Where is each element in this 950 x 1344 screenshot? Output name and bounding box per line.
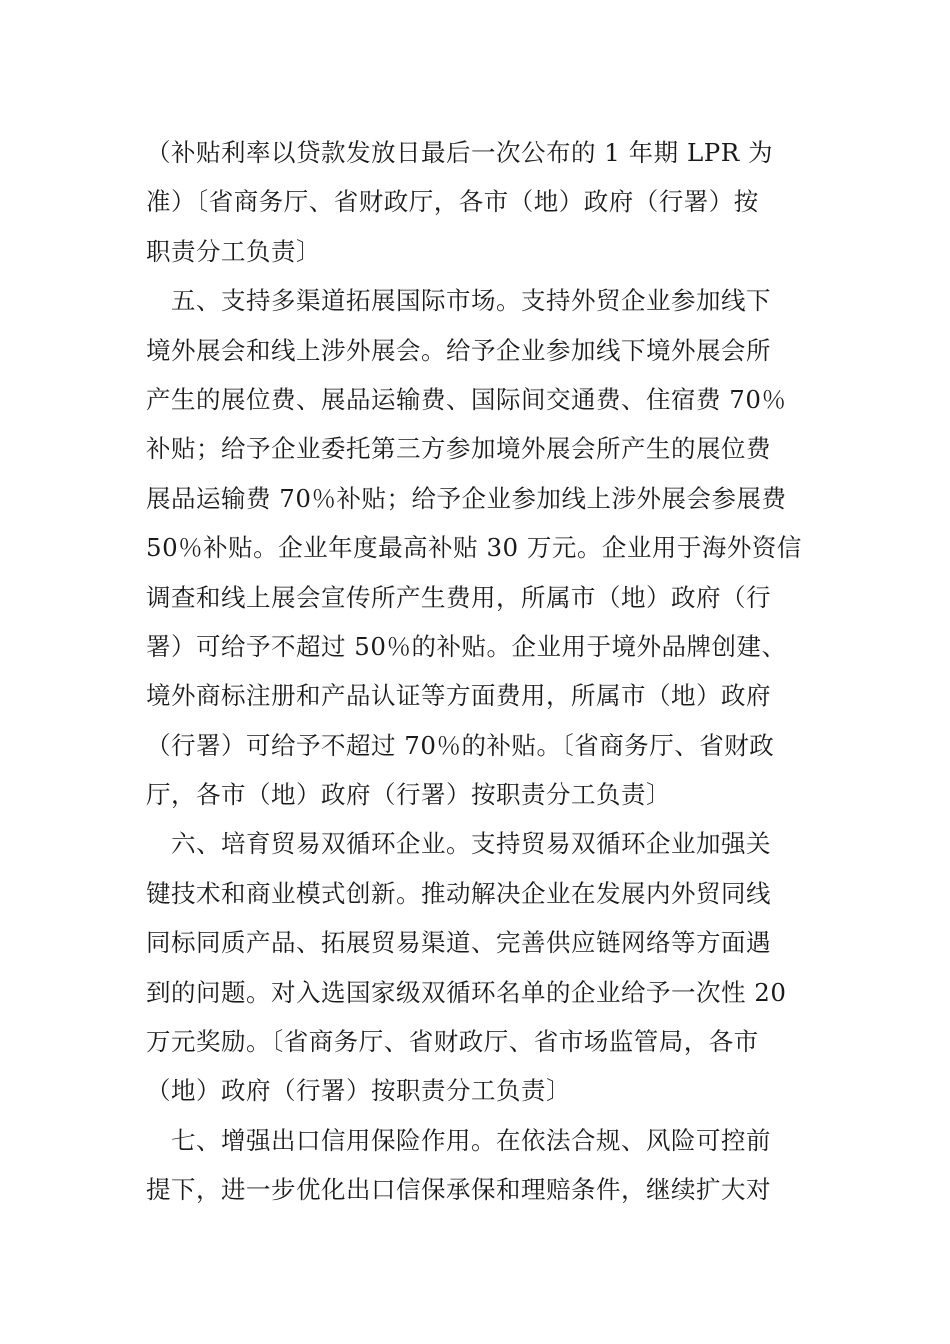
text-line: 调查和线上展会宣传所产生费用，所属市（地）政府（行 <box>146 582 771 612</box>
text-line: 提下，进一步优化出口信保承保和理赔条件，继续扩大对 <box>146 1175 771 1205</box>
text-line: 同标同质产品、拓展贸易渠道、完善供应链网络等方面遇 <box>146 928 771 958</box>
text-line: （补贴利率以贷款发放日最后一次公布的 1 年期 LPR 为 <box>146 138 773 167</box>
text-line: 境外展会和线上涉外展会。给予企业参加线下境外展会所 <box>146 335 771 365</box>
section-five-heading-line: 五、支持多渠道拓展国际市场。支持外贸企业参加线下 <box>146 286 771 316</box>
text-line: 厅，各市（地）政府（行署）按职责分工负责〕 <box>146 780 671 810</box>
text-line: 50％补贴。企业年度最高补贴 30 万元。企业用于海外资信 <box>146 533 802 563</box>
text-line: （行署）可给予不超过 70％的补贴。〔省商务厅、省财政 <box>146 730 775 760</box>
section-seven-heading-line: 七、增强出口信用保险作用。在依法合规、风险可控前 <box>146 1125 771 1155</box>
text-line: 准）〔省商务厅、省财政厅，各市（地）政府（行署）按 <box>146 187 759 217</box>
text-line: 职责分工负责〕 <box>146 236 321 266</box>
text-line: 万元奖励。〔省商务厅、省财政厅、省市场监管局，各市 <box>146 1027 759 1057</box>
text-line: （地）政府（行署）按职责分工负责〕 <box>146 1076 571 1106</box>
body-text <box>146 128 818 1215</box>
text-line: 产生的展位费、展品运输费、国际间交通费、住宿费 70％ <box>146 384 787 414</box>
section-six-heading-line: 六、培育贸易双循环企业。支持贸易双循环企业加强关 <box>146 829 771 859</box>
text-line: 署）可给予不超过 50％的补贴。企业用于境外品牌创建、 <box>146 631 787 661</box>
text-line: 展品运输费 70％补贴；给予企业参加线上涉外展会参展费 <box>146 483 787 513</box>
text-line: 补贴；给予企业委托第三方参加境外展会所产生的展位费 <box>146 434 771 464</box>
text-line: 境外商标注册和产品认证等方面费用，所属市（地）政府 <box>146 681 771 711</box>
text-line: 到的问题。对入选国家级双循环名单的企业给予一次性 20 <box>146 977 787 1007</box>
text-line: 键技术和商业模式创新。推动解决企业在发展内外贸同线 <box>146 878 771 908</box>
